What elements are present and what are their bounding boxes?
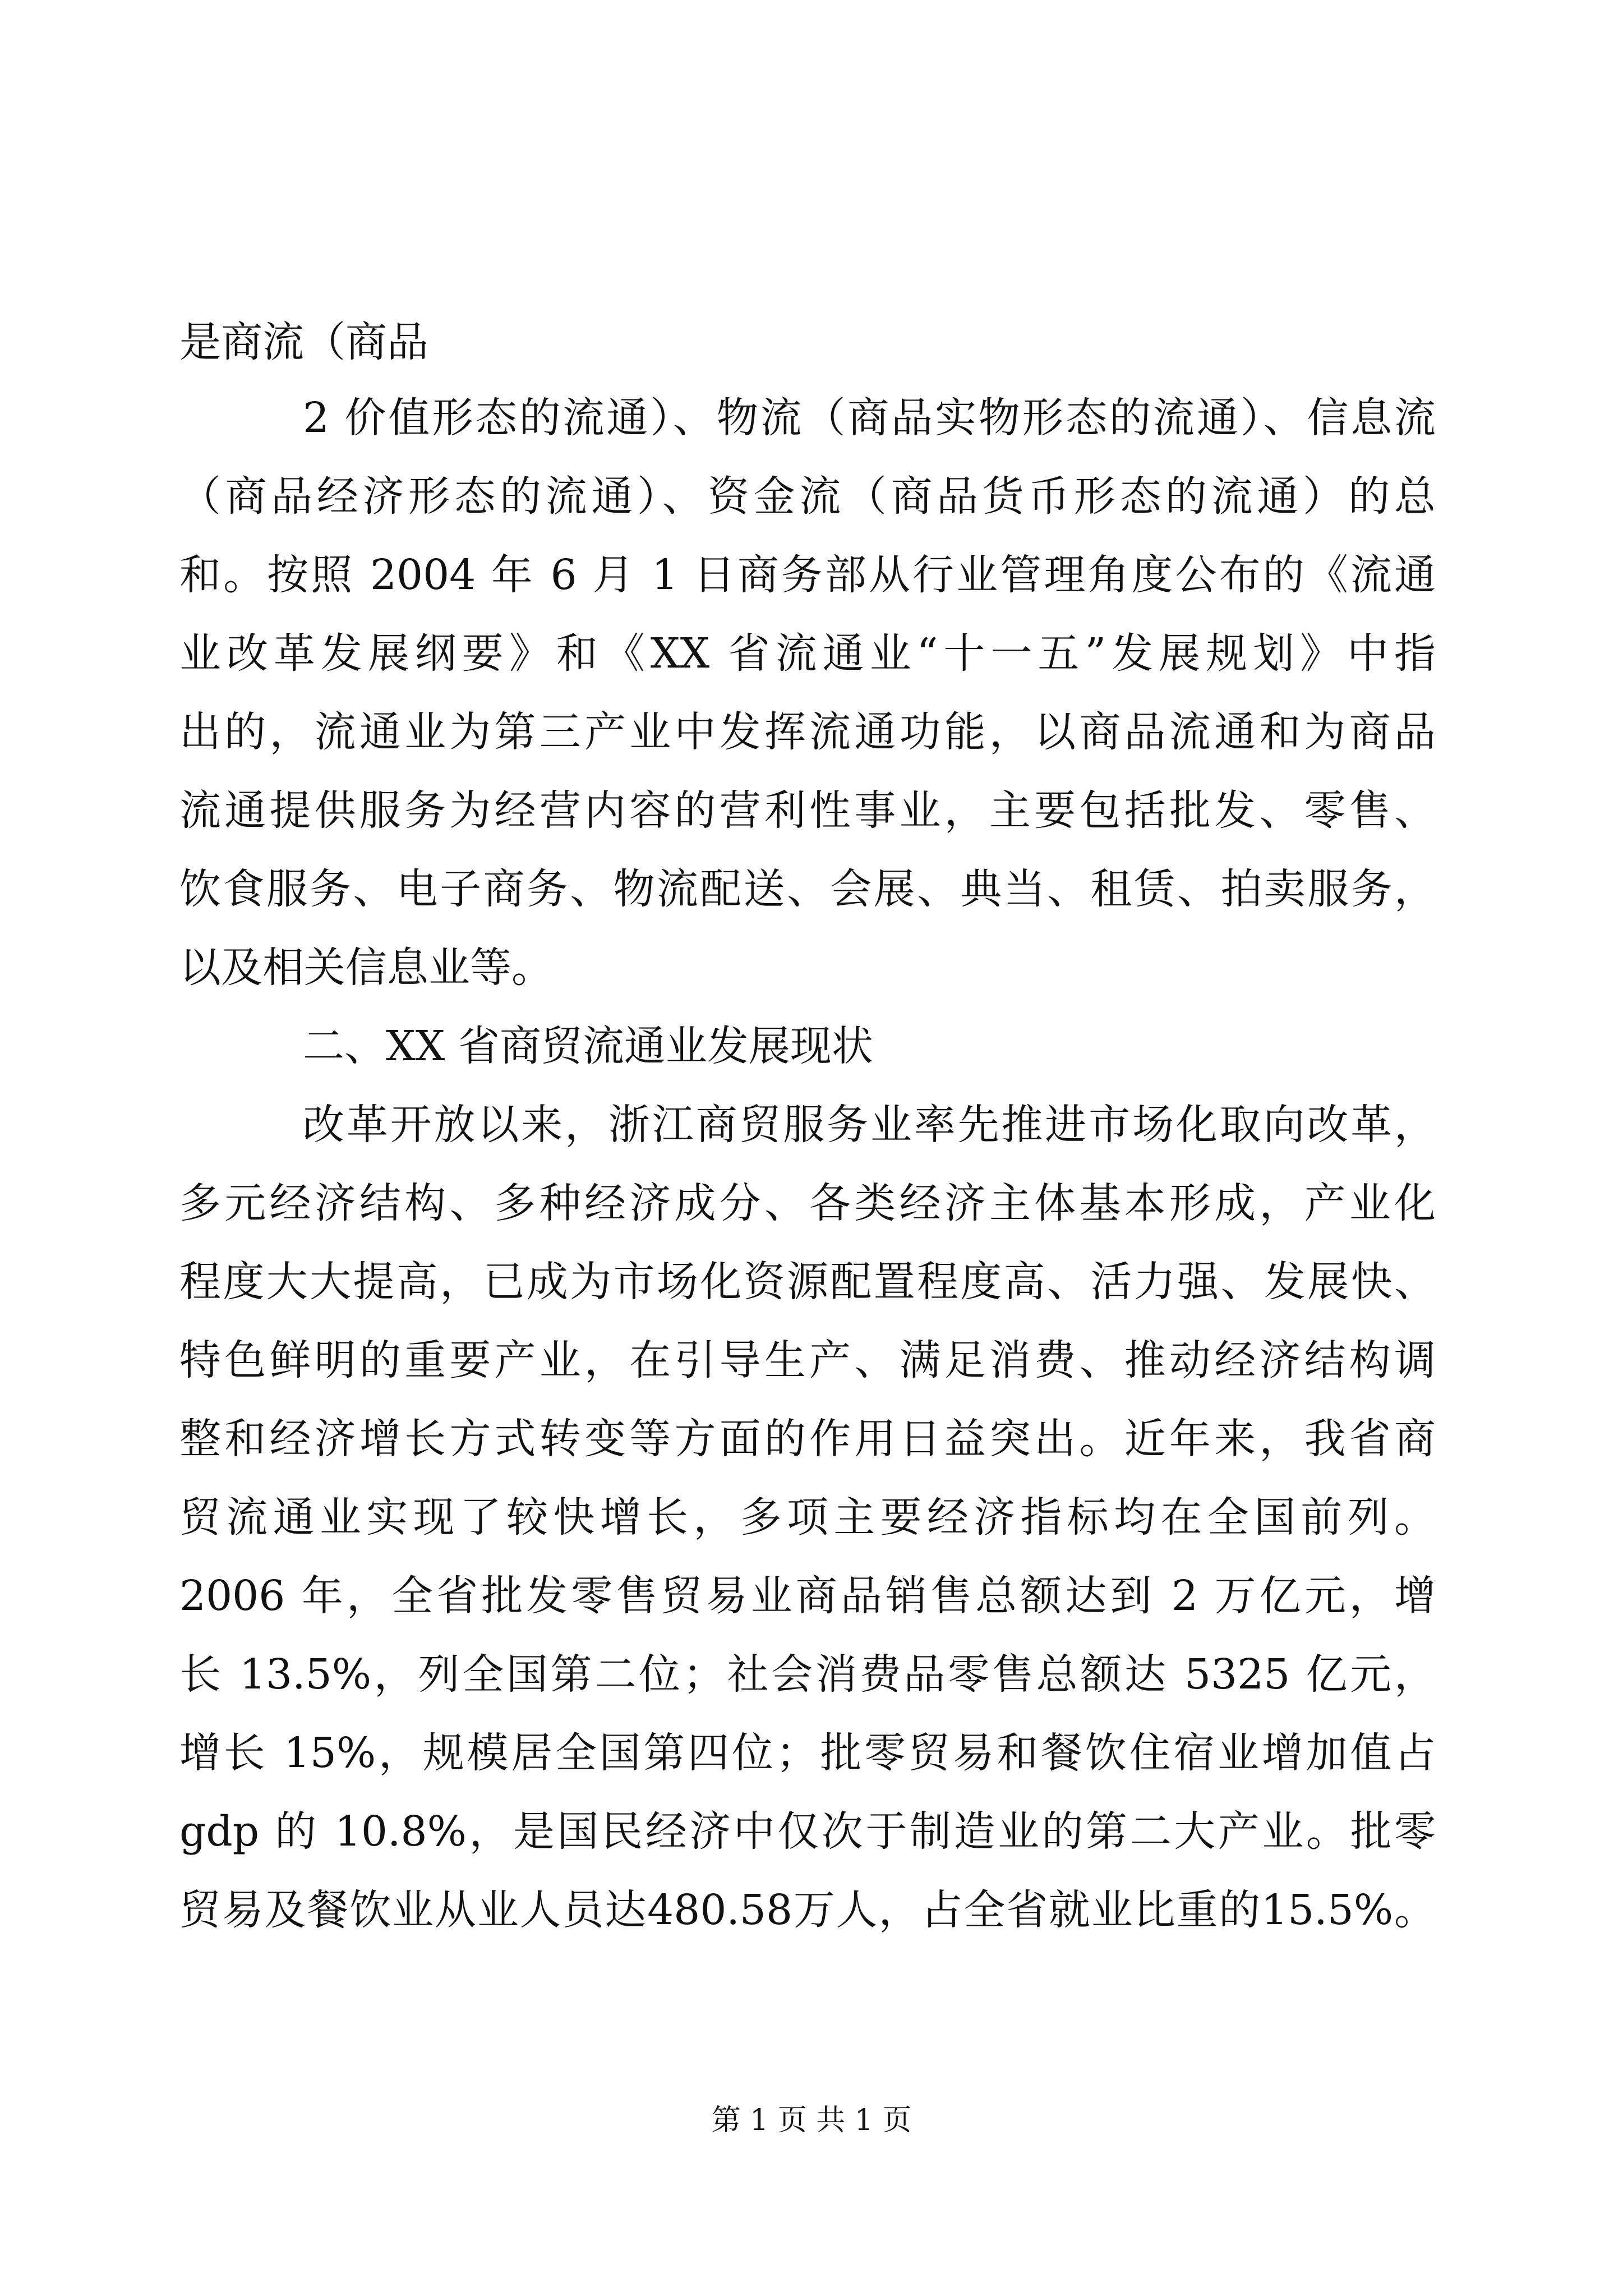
paragraph-start-line: 2 价值形态的流通）、物流（商品实物形态的流通）、信息流 xyxy=(303,394,1436,442)
text-line: 特色鲜明的重要产业，在引导生产、满足消费、推动经济结构调 xyxy=(179,1336,1436,1384)
text-line: 多元经济结构、多种经济成分、各类经济主体基本形成，产业化 xyxy=(179,1179,1436,1227)
text-line: 2006 年，全省批发零售贸易业商品销售总额达到 2 万亿元，增 xyxy=(179,1572,1436,1620)
text-line: 整和经济增长方式转变等方面的作用日益突出。近年来，我省商 xyxy=(179,1415,1436,1463)
text-line: 贸易及餐饮业从业人员达480.58万人，占全省就业比重的15.5%。 xyxy=(179,1886,1436,1934)
text-line: 业改革发展纲要》和《XX 省流通业“十一五”发展规划》中指 xyxy=(179,629,1436,678)
text-line: 是商流（商品 xyxy=(179,318,428,366)
page-footer: 第 1 页 共 1 页 xyxy=(711,2104,912,2137)
text-line: 增长 15%，规模居全国第四位；批零贸易和餐饮住宿业增加值占 xyxy=(179,1729,1436,1777)
text-line: （商品经济形态的流通）、资金流（商品货币形态的流通）的总 xyxy=(179,472,1436,521)
text-line: 贸流通业实现了较快增长，多项主要经济指标均在全国前列。 xyxy=(179,1493,1436,1542)
text-line: 出的，流通业为第三产业中发挥流通功能，以商品流通和为商品 xyxy=(179,708,1436,756)
paragraph-start-line: 改革开放以来，浙江商贸服务业率先推进市场化取向改革， xyxy=(303,1101,1436,1149)
text-line: 饮食服务、电子商务、物流配送、会展、典当、租赁、拍卖服务， xyxy=(179,865,1436,913)
text-line: 以及相关信息业等。 xyxy=(179,944,553,992)
text-line: gdp 的 10.8%，是国民经济中仅次于制造业的第二大产业。批零 xyxy=(179,1807,1436,1856)
text-line: 长 13.5%，列全国第二位；社会消费品零售总额达 5325 亿元， xyxy=(179,1650,1436,1699)
text-line: 和。按照 2004 年 6 月 1 日商务部从行业管理角度公布的《流通 xyxy=(179,551,1436,599)
text-line: 程度大大提高，已成为市场化资源配置程度高、活力强、发展快、 xyxy=(179,1258,1436,1306)
text-line: 流通提供服务为经营内容的营利性事业，主要包括批发、零售、 xyxy=(179,786,1436,835)
section-heading: 二、XX 省商贸流通业发展现状 xyxy=(303,1022,873,1070)
